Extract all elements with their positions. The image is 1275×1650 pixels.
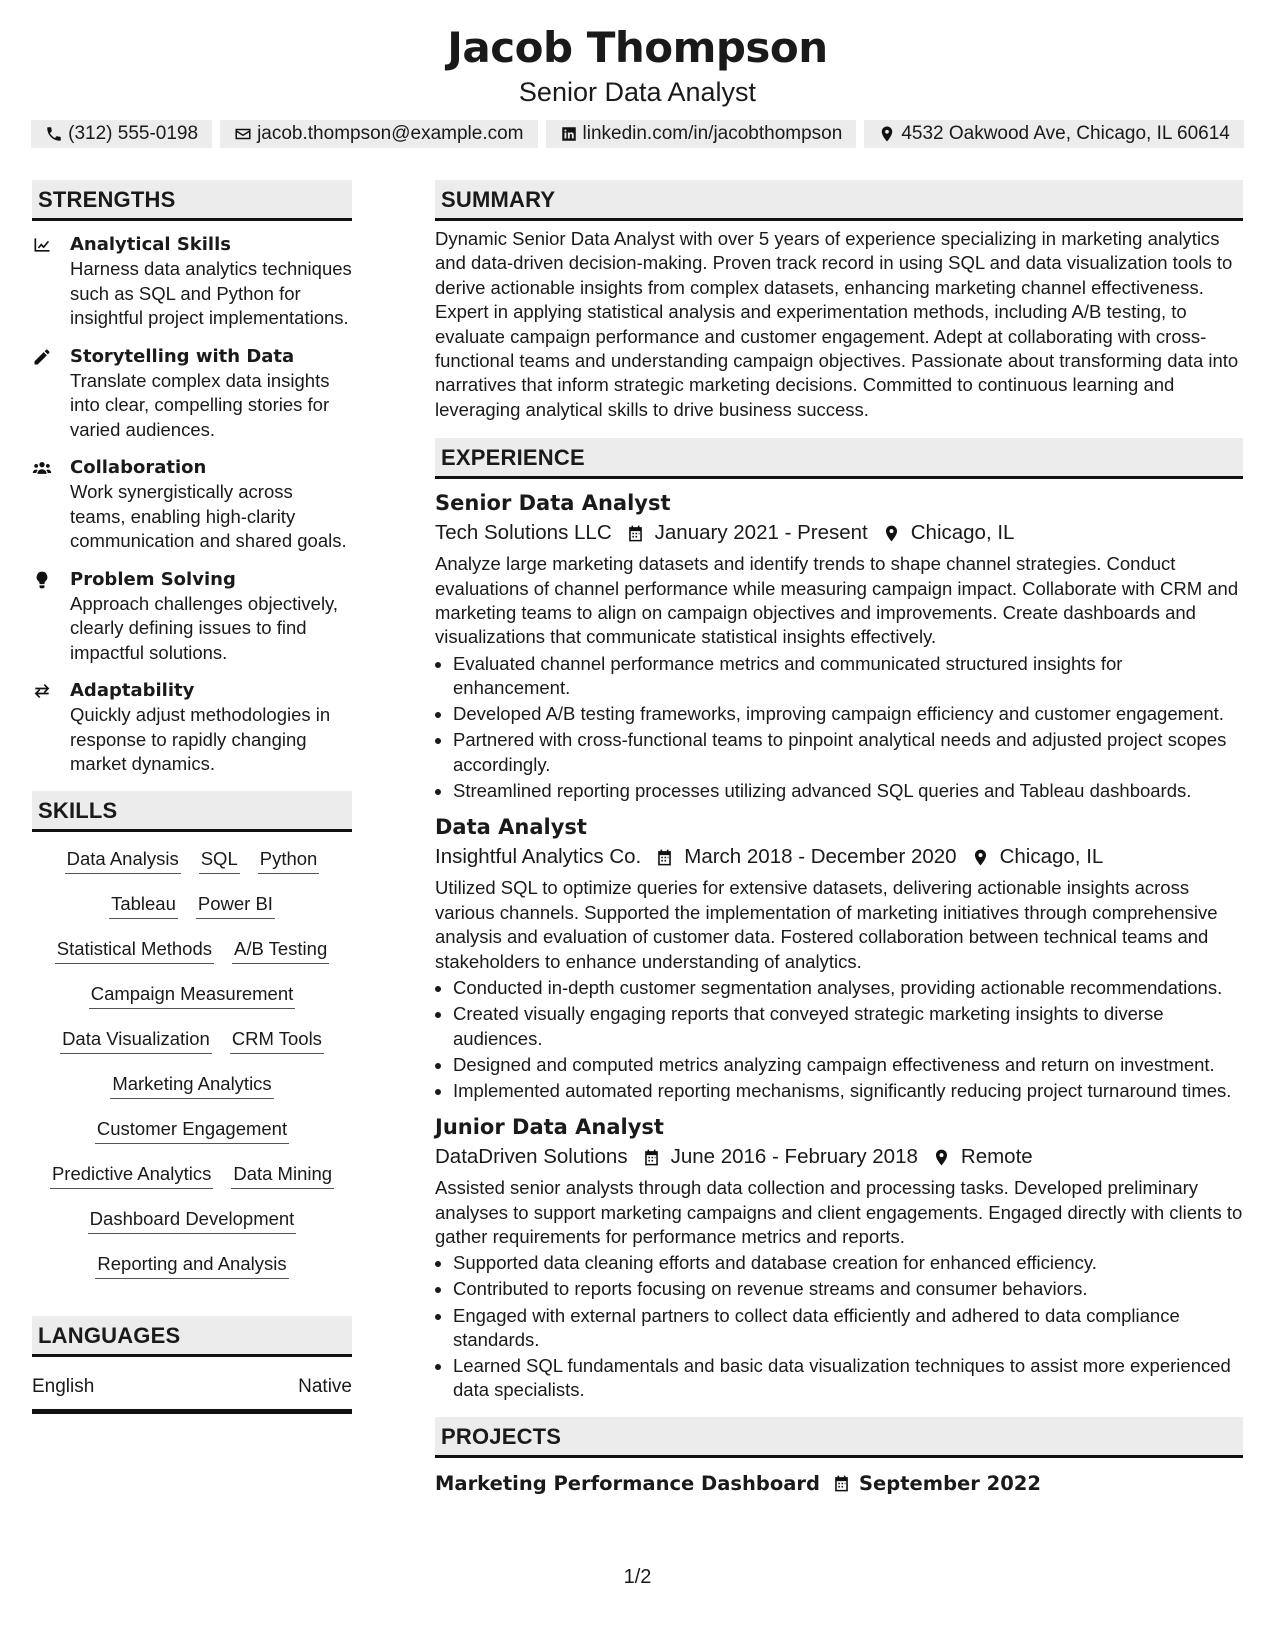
strength-item [32,679,352,777]
list-item: • Implemented automated reporting mechanisms, significantly reducing project turnaround times. [453,1079,1243,1103]
language-level: Native [298,1375,352,1397]
skills-heading: SKILLS [32,791,352,832]
map-pin-icon [878,125,896,143]
job-role: Junior Data Analyst [435,1115,664,1140]
strength-item [32,568,352,666]
job-bullets [435,976,1243,1103]
map-pin-icon [932,1148,951,1167]
project-item [435,1470,1243,1498]
skill-tag: Predictive Analytics [50,1161,213,1189]
users-icon [32,458,52,478]
strengths-heading: STRENGTHS [32,180,352,221]
job-meta [435,518,1243,548]
job-dates: March 2018 - December 2020 [684,845,957,869]
job-entry [435,489,1243,803]
contact-linkedin [546,120,857,148]
left-column [32,180,352,1498]
phone-icon [45,125,63,143]
calendar-icon [626,524,645,543]
contact-bar [0,120,1275,148]
contact-email [220,120,537,148]
list-item: • Created visually engaging reports that conveyed strategic marketing insights to diverse audiences. [453,1002,1243,1051]
email-text: jacob.thompson@example.com [257,123,524,144]
strength-title: Analytical Skills [70,234,231,255]
job-dates: June 2016 - February 2018 [670,1145,918,1169]
skill-tag: Tableau [109,891,178,919]
address-text: 4532 Oakwood Ave, Chicago, IL 60614 [901,123,1230,144]
job-location: Chicago, IL [910,521,1015,545]
job-bullets [435,652,1243,804]
skill-tag: Statistical Methods [55,936,214,964]
lightbulb-icon [32,570,52,590]
envelope-icon [234,125,252,143]
calendar-icon [655,848,674,867]
strength-desc: Translate complex data insights into clear, compelling stories for varied audiences. [70,369,330,440]
resume-body [32,180,1243,1498]
job-description: Utilized SQL to optimize queries for extensive datasets, delivering actionable insights across various channels. Supported the implementation of marketing initiatives through comprehensive analysis and evaluation of customer data. Fostered collaboration between technical teams and stakeholders to enhance understanding of analytics. [435,877,1218,972]
list-item: • Designed and computed metrics analyzing campaign effectiveness and return on investment. [453,1053,1243,1077]
skill-tag: Customer Engagement [95,1116,289,1144]
list-item: • Engaged with external partners to collect data efficiently and adhered to data compliance standards. [453,1304,1243,1353]
phone-text: (312) 555-0198 [68,123,199,144]
job-location: Chicago, IL [999,845,1104,869]
resume-header [0,0,1275,148]
candidate-title: Senior Data Analyst [518,77,757,107]
strength-desc: Harness data analytics techniques such as SQL and Python for insightful project implementations. [70,258,352,328]
list-item: • Learned SQL fundamentals and basic data visualization techniques to assist more experienced data specialists. [453,1354,1243,1403]
contact-address [864,120,1244,148]
pencil-icon [32,347,52,367]
strength-desc: Approach challenges objectively, clearly defining issues to find impactful solutions. [70,592,339,663]
list-item: • Supported data cleaning efforts and database creation for enhanced efficiency. [453,1251,1243,1275]
languages-heading: LANGUAGES [32,1316,352,1357]
candidate-name: Jacob Thompson [447,23,828,72]
page-number: 1/2 [623,1566,652,1588]
skill-tag: Reporting and Analysis [95,1251,288,1279]
skills-list [32,846,352,1316]
job-company: Insightful Analytics Co. [435,845,642,869]
skill-tag: Data Mining [231,1161,334,1189]
skill-tag: Data Visualization [60,1026,212,1054]
job-meta [435,1142,1243,1172]
strength-title: Problem Solving [70,568,236,590]
arrows-exchange-icon [32,681,52,701]
job-location: Remote [960,1145,1033,1169]
experience-heading: EXPERIENCE [435,438,1243,479]
skill-tag: Power BI [196,891,275,919]
list-item: • Conducted in-depth customer segmentation analyses, providing actionable recommendations. [453,976,1243,1000]
map-pin-icon [971,848,990,867]
skill-tag: Python [258,846,320,874]
strength-title: Storytelling with Data [70,345,295,367]
skill-tag: CRM Tools [230,1026,324,1054]
list-item: • Partnered with cross-functional teams to pinpoint analytical needs and adjusted project scopes accordingly. [453,728,1243,777]
strength-title: Collaboration [70,457,207,478]
contact-phone [31,120,212,148]
language-name: English [32,1375,95,1397]
strength-item [32,233,352,331]
language-item [32,1357,352,1414]
job-entry [435,1113,1243,1403]
skill-tag: SQL [199,846,240,874]
list-item: • Developed A/B testing frameworks, improving campaign efficiency and customer engagement. [453,702,1243,726]
job-description: Analyze large marketing datasets and identify trends to shape channel strategies. Conduct evaluations of channel performance while measuring campaign impact. Collaborate with CRM and marketing teams to align on campaign objectives and improvements. Create dashboards and visualizations that communicate statistical insights effectively. [435,553,1239,648]
skill-tag: A/B Testing [232,936,329,964]
list-item: • Contributed to reports focusing on revenue streams and consumer behaviors. [453,1277,1243,1301]
strength-desc: Quickly adjust methodologies in response to rapidly changing market dynamics. [70,704,331,774]
calendar-icon [832,1474,851,1493]
projects-heading: PROJECTS [435,1417,1243,1458]
strengths-list [32,233,352,777]
linkedin-text: linkedin.com/in/jacobthompson [582,123,843,144]
right-column [435,180,1243,1498]
job-description: Assisted senior analysts through data collection and processing tasks. Developed preliminary analyses to support marketing campaigns and client engagements. Engaged directly with clients to gather requirements for performance metrics and reports. [435,1177,1243,1247]
job-company: Tech Solutions LLC [435,521,612,545]
list-item: • Evaluated channel performance metrics and communicated structured insights for enhancement. [453,652,1243,701]
strength-item [32,456,352,554]
project-date: September 2022 [858,1471,1041,1495]
job-dates: January 2021 - Present [654,521,868,545]
summary-heading: SUMMARY [435,180,1243,221]
job-role: Data Analyst [435,815,587,840]
calendar-icon [642,1148,661,1167]
skill-tag: Campaign Measurement [89,981,296,1009]
job-meta [435,842,1243,872]
job-role: Senior Data Analyst [435,491,671,516]
skill-tag: Data Analysis [65,846,181,874]
summary-text: Dynamic Senior Data Analyst with over 5 years of experience specializing in marketing analytics and data-driven decision-making. Proven track record in using SQL and data visualization tools to derive actionable insights from complex datasets, enhancing marketing channel effectiveness. Expert in applying statistical analysis and experimentation methods, including A/B testing, to evaluate campaign performance and customer engagement. Adept at collaborating with cross-functional teams and understanding campaign objectives. Passionate about transforming data into narratives that inform strategic marketing decisions. Committed to continuous learning and leveraging analytical skills to drive business success. [435,228,1239,420]
skill-tag: Dashboard Development [88,1206,297,1234]
job-entry [435,813,1243,1103]
map-pin-icon [882,524,901,543]
line-chart-icon [32,235,52,255]
linkedin-icon [560,125,578,143]
strength-desc: Work synergistically across teams, enabling high-clarity communication and shared goals. [70,481,347,551]
list-item: • Streamlined reporting processes utilizing advanced SQL queries and Tableau dashboards. [453,779,1243,803]
project-name: Marketing Performance Dashboard [435,1471,820,1495]
strength-item [32,345,352,443]
job-bullets [435,1251,1243,1403]
skill-tag: Marketing Analytics [110,1071,273,1099]
job-company: DataDriven Solutions [435,1145,628,1169]
strength-title: Adaptability [70,680,195,701]
